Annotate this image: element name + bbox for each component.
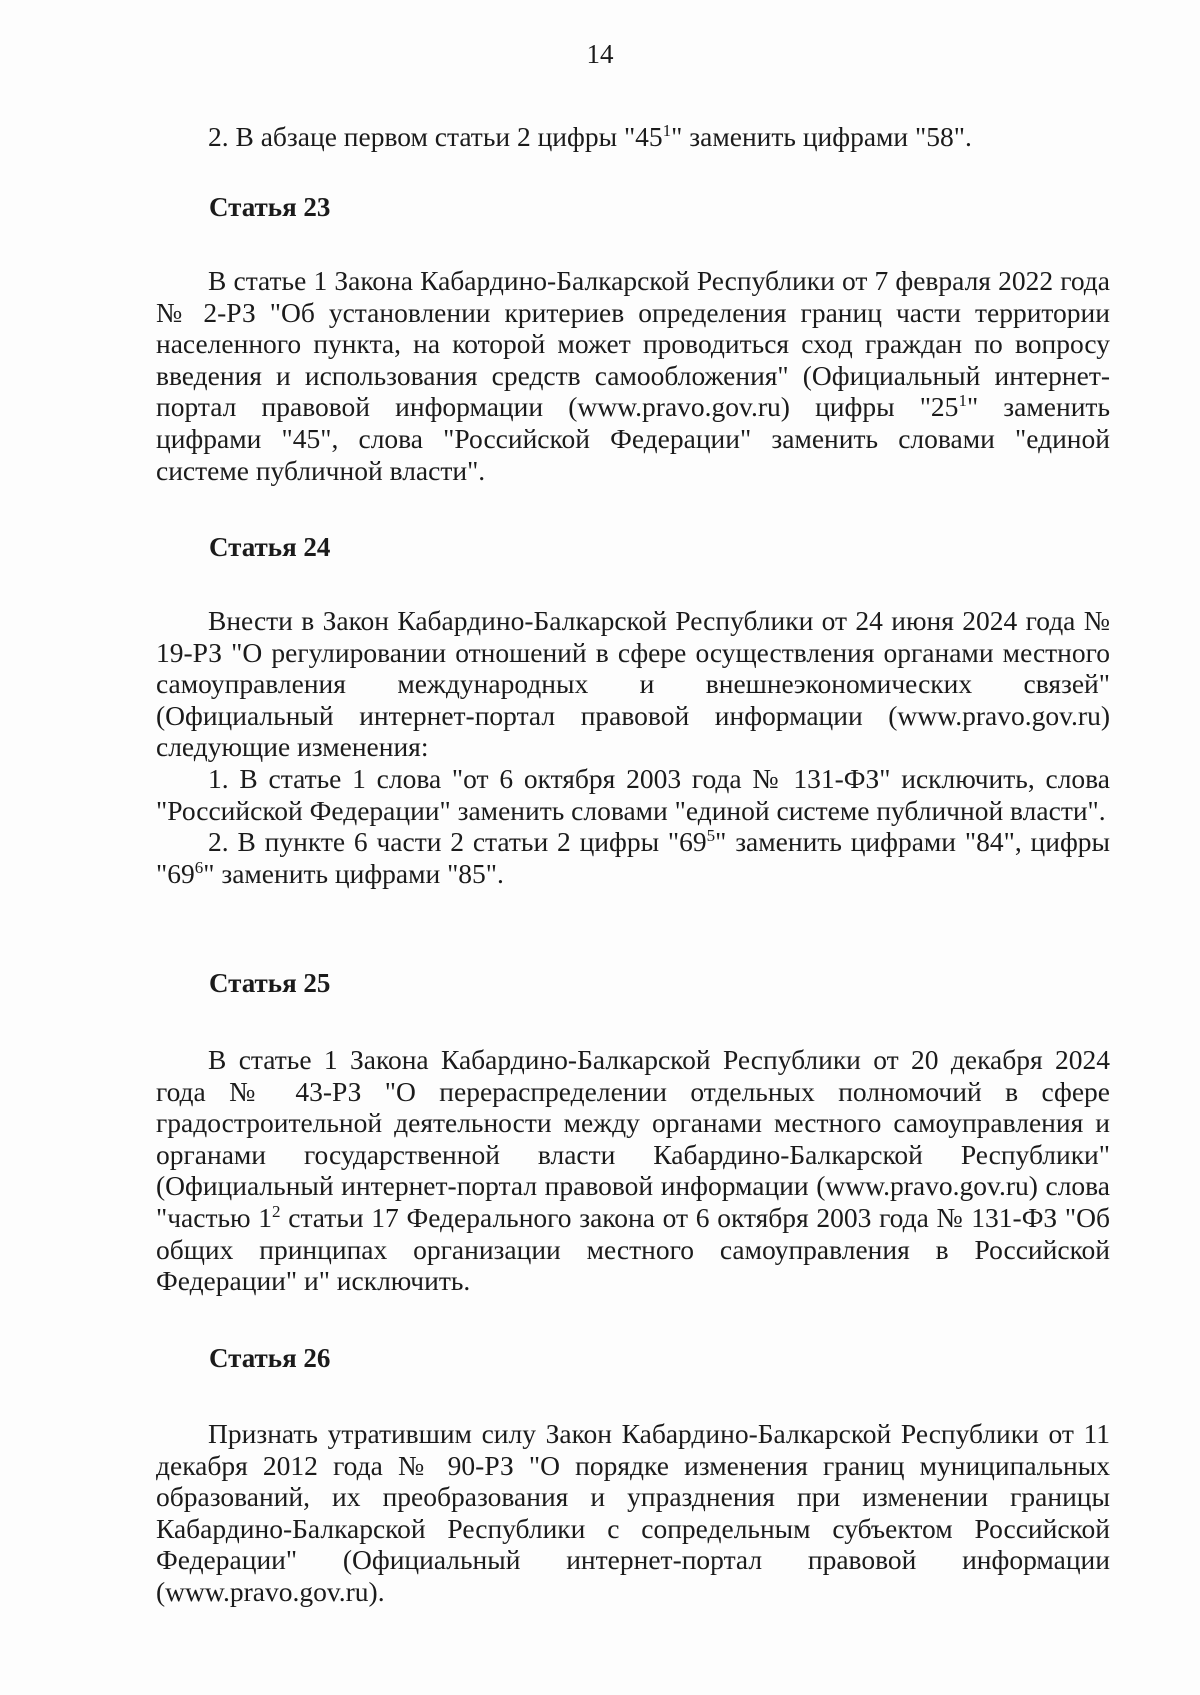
- intro-text-before: 2. В абзаце первом статьи 2 цифры "45: [208, 121, 663, 152]
- article-26-heading: Статья 26: [209, 1343, 331, 1373]
- article-24-p3-after: " заменить цифрами "85".: [203, 857, 504, 889]
- article-26-body: [156, 1418, 1110, 1608]
- article-25-body: [156, 1044, 1110, 1297]
- article-23-paragraph-1: [156, 265, 1110, 486]
- article-24-paragraph-2: 1. В статье 1 слова "от 6 октября 2003 года № 131-ФЗ" исключить, слова "Российской Федерации" заменить словами "единой системе публичной власти".: [156, 762, 1110, 826]
- article-25-text-after: статьи 17 Федерального закона от 6 октября 2003 года № 131-ФЗ "Об общих принципах организации местного самоуправления в Российской Федерации" и" исключить.: [156, 1201, 1110, 1297]
- article-24-body: [156, 605, 1110, 889]
- article-25-paragraph-1: [156, 1044, 1110, 1297]
- article-25-heading: Статья 25: [209, 968, 331, 998]
- article-26-paragraph-1: Признать утратившим силу Закон Кабардино-Балкарской Республики от 11 декабря 2012 года № 90-РЗ "О порядке изменения границ муниципальных образований, их преобразования и упразднения при изменении границы Кабардино-Балкарской Республики с сопредельным субъектом Российской Федерации" (Официальный интернет-портал правовой информации (www.pravo.gov.ru).: [156, 1418, 1110, 1607]
- intro-paragraph: [156, 121, 1110, 153]
- article-25-text-before: В статье 1 Закона Кабардино-Балкарской Республики от 20 декабря 2024 года № 43-РЗ "О перераспределении отдельных полномочий в сфере градостроительной деятельности между органами местного самоуправления и органами государственной власти Кабардино-Балкарской Республики" (Официальный интернет-портал правовой информации (www.pravo.gov.ru) слова "частью 1: [156, 1044, 1110, 1233]
- page-number: 14: [586, 39, 614, 69]
- intro-superscript: 1: [662, 120, 672, 140]
- article-24-paragraph-1: Внести в Закон Кабардино-Балкарской Республики от 24 июня 2024 года № 19-РЗ "О регулировании отношений в сфере осуществления органами местного самоуправления международных и внешнеэкономических связей" (Официальный интернет-портал правовой информации (www.pravo.gov.ru) следующие изменения:: [156, 605, 1110, 763]
- article-24-p3-middle: " заменить цифрами "84", цифры "69: [156, 826, 1110, 889]
- intro-text: [156, 121, 1110, 153]
- article-23-body: [156, 265, 1110, 486]
- article-23-text-after: " заменить цифрами "45", слова "Российской Федерации" заменить словами "единой системе публичной власти".: [156, 391, 1110, 486]
- article-24-p3-superscript-2: 6: [194, 857, 204, 877]
- article-23-heading: Статья 23: [209, 192, 331, 222]
- article-24-paragraph-3: [156, 826, 1110, 889]
- article-24-p3-superscript-1: 5: [706, 826, 716, 845]
- article-23-text-before: В статье 1 Закона Кабардино-Балкарской Республики от 7 февраля 2022 года № 2-РЗ "Об установлении критериев определения границ части территории населенного пункта, на которой может проводиться сход граждан по вопросу введения и использования средств самообложения" (Официальный интернет-портал правовой информации (www.pravo.gov.ru) цифры "25: [156, 265, 1110, 423]
- article-23-superscript: 1: [958, 391, 967, 411]
- intro-text-after: " заменить цифрами "58".: [671, 121, 972, 152]
- article-24-heading: Статья 24: [209, 532, 331, 562]
- article-25-superscript: 2: [272, 1201, 281, 1221]
- article-24-p3-before: 2. В пункте 6 части 2 статьи 2 цифры "69: [208, 826, 707, 858]
